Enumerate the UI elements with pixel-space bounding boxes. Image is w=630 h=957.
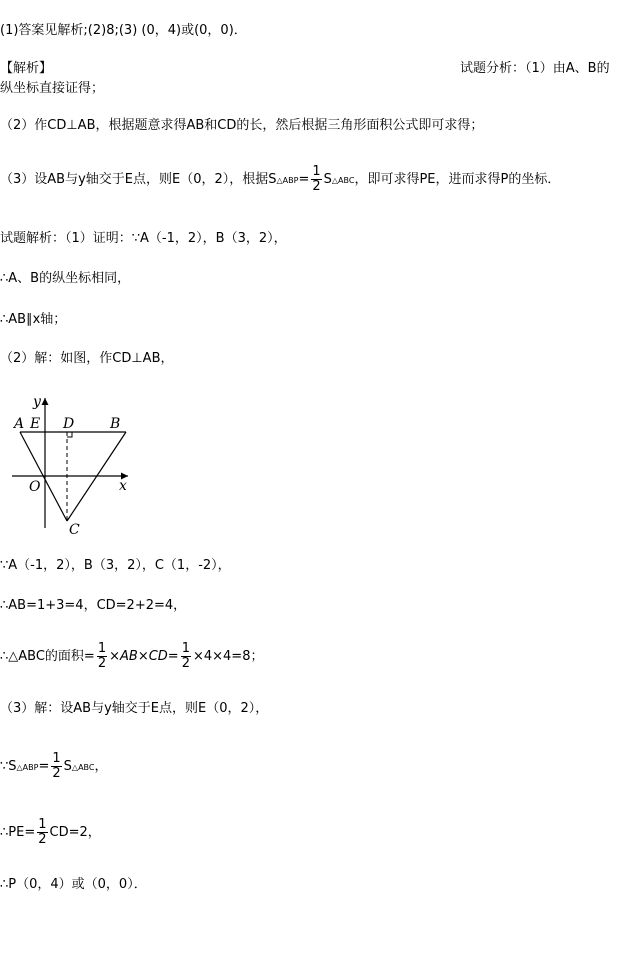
- label-a: A: [14, 416, 25, 432]
- fraction-half: $\frac{1}{2}$: [181, 641, 190, 671]
- analysis-line-3: （3）设AB与y轴交于E点，则E（0，2），根据S△ABP= $\frac{1}{2}$ S△ABC，即可求得PE，进而求得P的坐标．: [0, 164, 561, 194]
- fraction-half: $\frac{1}{2}$: [312, 164, 321, 194]
- solution-line-8: （3）解：设AB与y轴交于E点，则E（0，2），: [0, 701, 269, 716]
- solution-line-4: （2）解：如图，作CD⊥AB，: [0, 351, 174, 366]
- label-x: x: [119, 478, 127, 494]
- fraction-half: $\frac{1}{2}$: [52, 751, 61, 781]
- fraction-half: $\frac{1}{2}$: [38, 817, 47, 847]
- analysis-line-2: （2）作CD⊥AB，根据题意求得AB和CD的长，然后根据三角形面积公式即可求得；: [0, 118, 484, 133]
- label-b: B: [110, 416, 121, 432]
- label-o: O: [29, 479, 41, 495]
- solution-line-5: ∵A（-1，2），B（3，2），C（1，-2），: [0, 558, 231, 573]
- right-angle-mark: [67, 432, 72, 437]
- solution-line-1: 试题解析：（1）证明：∵A（-1，2），B（3，2），: [0, 231, 287, 246]
- solution-line-2: ∴A、B的纵坐标相同，: [0, 271, 131, 286]
- label-e: E: [30, 416, 41, 432]
- triangle-figure: [8, 390, 158, 540]
- analysis-heading: 【解析】: [0, 61, 53, 76]
- solution-line-9: ∵S△ABP= $\frac{1}{2}$ S△ABC，: [0, 751, 108, 781]
- label-y: y: [33, 394, 41, 410]
- solution-line-7: ∴△ABC的面积= $\frac{1}{2}$ ×AB×CD= $\frac{1}{2}$ ×4×4=8；: [0, 641, 264, 671]
- solution-line-3: ∴AB∥x轴；: [0, 312, 67, 327]
- solution-line-11: ∴P（0，4）或（0，0）．: [0, 877, 147, 892]
- fraction-half: $\frac{1}{2}$: [97, 641, 107, 671]
- answer-line: (1)答案见解析;(2)8;(3) (0，4)或(0，0)．: [0, 23, 247, 38]
- analysis-line-1: 纵坐标直接证得；: [0, 81, 105, 96]
- solution-line-10: ∴PE= $\frac{1}{2}$ CD=2，: [0, 817, 101, 847]
- label-c: C: [69, 522, 80, 538]
- analysis-intro: 试题分析：（1）由A、B的: [460, 61, 610, 76]
- solution-line-6: ∴AB=1+3=4，CD=2+2=4，: [0, 598, 187, 613]
- label-d: D: [63, 416, 75, 432]
